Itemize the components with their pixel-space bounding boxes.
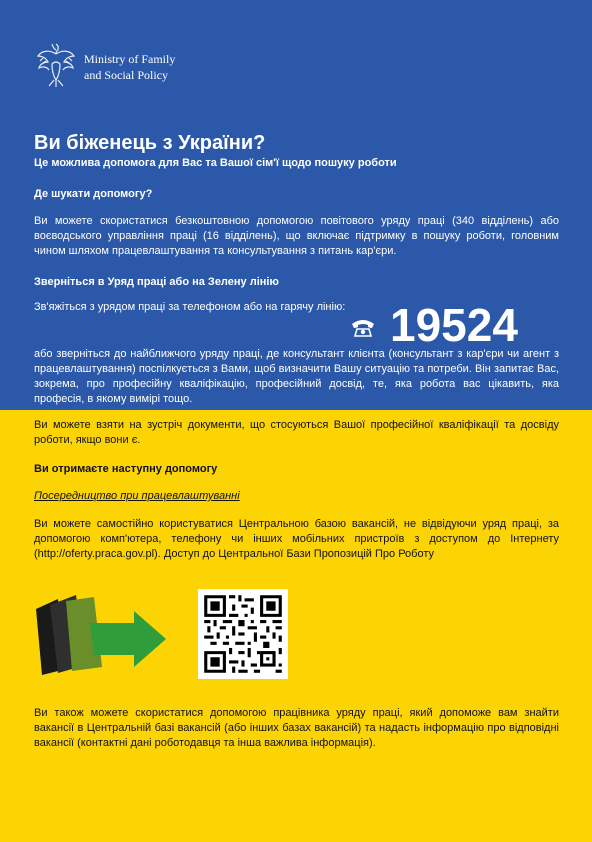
ministry-line-1: Ministry of Family xyxy=(84,52,176,66)
page-subtitle: Це можлива допомога для Вас та Вашої сім'ї щодо пошуку роботи xyxy=(34,157,397,169)
section-heading-where: Де шукати допомогу? xyxy=(34,188,153,200)
job-database-paragraph: Ви можете самостійно користуватися Центральною базою вакансій, не відвідуючи уряд праці, за допомогою комп'ютера, телефону чи інших мобільних пристроїв з доступом до Інтернету (http://oferty.praca.gov.pl). Доступ до Центральної Бази Пропозицій Про Роботу xyxy=(34,518,559,560)
section-body-where: Ви можете скористатися безкоштовною допомогою повітового уряду праці (340 відділень) або воєводського управління праці (16 відділень), що включає підтримку в пошуку роботи, головним чином шляхом працевлаштування та консультування з питань кар'єри. xyxy=(34,215,559,257)
section-heading-help: Ви отримаєте наступну допомогу xyxy=(34,463,218,475)
consultant-paragraph: або зверніться до найближчого уряду праці, де консультант клієнта (консультант з кар'єри чи агент з працевлаштування) поспілкується з Вами, щоб визначити Вашу ситуацію та потреби. Він запитає Вас, зокрема, про професійну кваліфікацію, професійний досвід, те, яка робота вас цікавить, яка професія, в якому вимірі тощо. xyxy=(34,348,559,405)
ministry-line-2: and Social Policy xyxy=(84,68,168,82)
section-heading-contact: Зверніться в Уряд праці або на Зелену лінію xyxy=(34,276,279,288)
contact-text: Зв'яжіться з урядом праці за телефоном або на гарячу лінію: xyxy=(34,301,346,313)
documents-paragraph: Ви можете взяти на зустріч документи, що стосуються Вашої професійної кваліфікації та досвіду роботи, якщо вони є. xyxy=(34,419,559,446)
job-placement-link[interactable]: Посередництво при працевлаштуванні xyxy=(34,490,240,502)
worker-help-paragraph: Ви також можете скористатися допомогою працівника уряду праці, який допоможе вам знайти вакансії в Центральній базі вакансій (або інших базах вакансій) та надасть інформацію про відповідні вакансії (контактні дані роботодавця та інша важлива інформація). xyxy=(34,707,559,749)
qr-code-icon[interactable] xyxy=(198,589,288,679)
ministry-name xyxy=(84,51,234,83)
hotline-number: 19524 xyxy=(390,299,518,351)
green-arrows-logo-icon xyxy=(36,595,168,675)
phone-icon xyxy=(350,317,376,337)
eagle-emblem-icon xyxy=(34,40,78,90)
page-title: Ви біженець з України? xyxy=(34,132,266,154)
